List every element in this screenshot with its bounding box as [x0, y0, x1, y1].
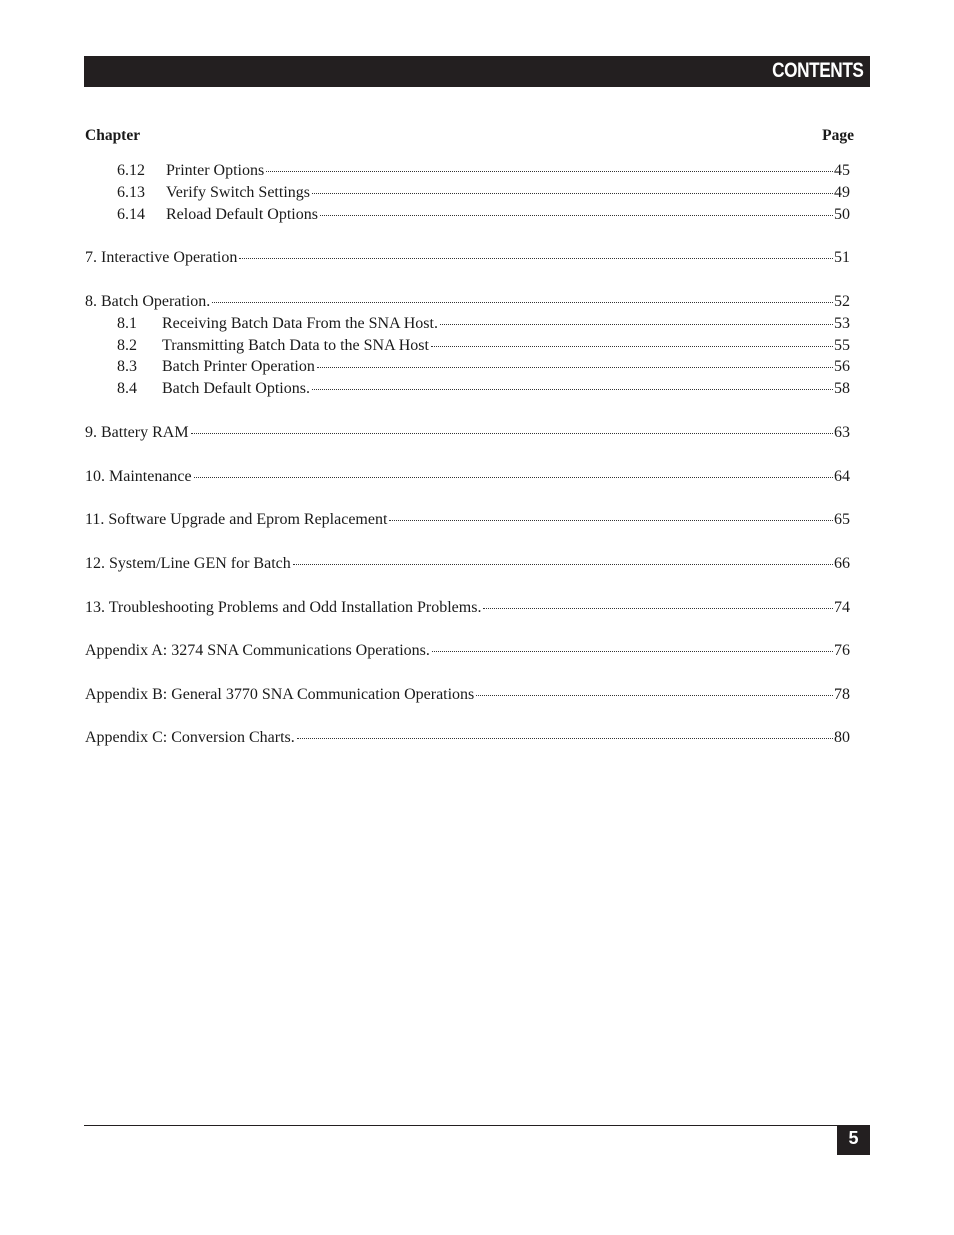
dot-leader	[212, 302, 833, 303]
toc-entry[interactable]	[85, 686, 850, 706]
dot-leader	[312, 193, 833, 194]
toc-entry-title: Batch Default Options.	[162, 380, 310, 397]
toc-entry-page: 65	[834, 511, 850, 528]
dot-leader	[431, 346, 833, 347]
toc-entry[interactable]	[85, 424, 850, 444]
dot-leader	[320, 215, 833, 216]
toc-entry-page: 51	[834, 249, 850, 266]
toc-entry-page: 50	[834, 206, 850, 223]
toc-entry[interactable]	[85, 184, 850, 204]
toc-entry-number: 8.3	[117, 358, 137, 375]
toc-entry[interactable]	[85, 511, 850, 531]
toc-entry-number: 8.4	[117, 380, 137, 397]
dot-leader	[312, 389, 833, 390]
dot-leader	[476, 695, 833, 696]
toc-entry[interactable]	[85, 293, 850, 313]
toc-entry-title: Appendix A: 3274 SNA Communications Operations.	[85, 642, 430, 659]
dot-leader	[317, 367, 833, 368]
toc-entry-title: 10. Maintenance	[85, 468, 192, 485]
chapter-column-heading: Chapter	[85, 127, 141, 144]
toc-entry-page: 56	[834, 358, 850, 375]
toc-entry-number: 6.14	[117, 206, 145, 223]
dot-leader	[440, 324, 833, 325]
header-bar	[84, 56, 870, 87]
toc-entry-page: 78	[834, 686, 850, 703]
toc-entry-page: 74	[834, 599, 850, 616]
toc-entry-title: 8. Batch Operation.	[85, 293, 211, 310]
dot-leader	[483, 608, 833, 609]
toc-entry[interactable]	[85, 555, 850, 575]
toc-entry-page: 80	[834, 729, 850, 746]
toc-entry-number: 6.12	[117, 162, 145, 179]
toc-entry[interactable]	[85, 337, 850, 357]
toc-entry[interactable]	[85, 358, 850, 378]
toc-entry[interactable]	[85, 642, 850, 662]
toc-entry[interactable]	[85, 468, 850, 488]
page-number: 5	[848, 1128, 859, 1148]
toc-entry-page: 45	[834, 162, 850, 179]
page-number-box	[837, 1125, 870, 1155]
toc-entry-title: 11. Software Upgrade and Eprom Replacement	[85, 511, 388, 528]
page-title: CONTENTS	[771, 59, 863, 82]
toc-entry-title: Receiving Batch Data From the SNA Host.	[162, 315, 438, 332]
toc-entry-title: Batch Printer Operation	[162, 358, 315, 375]
dot-leader	[239, 258, 833, 259]
toc-entry-title: Reload Default Options	[166, 206, 318, 223]
toc-entry[interactable]	[85, 162, 850, 182]
toc-entry-title: Appendix C: Conversion Charts.	[85, 729, 295, 746]
toc-entry[interactable]	[85, 599, 850, 619]
toc-entry-number: 8.2	[117, 337, 137, 354]
dot-leader	[297, 738, 833, 739]
footer-rule	[84, 1125, 870, 1126]
toc-entry[interactable]	[85, 249, 850, 269]
toc-entry-title: Verify Switch Settings	[166, 184, 310, 201]
toc-entry[interactable]	[85, 729, 850, 749]
page-column-heading: Page	[822, 127, 854, 144]
toc-entry-page: 58	[834, 380, 850, 397]
dot-leader	[266, 171, 833, 172]
dot-leader	[293, 564, 833, 565]
toc-entry-title: 13. Troubleshooting Problems and Odd Installation Problems.	[85, 599, 482, 616]
toc-entry-number: 6.13	[117, 184, 145, 201]
dot-leader	[194, 477, 833, 478]
toc-entry-page: 64	[834, 468, 850, 485]
toc-entry-title: Appendix B: General 3770 SNA Communication Operations	[85, 686, 475, 703]
toc-entry-page: 55	[834, 337, 850, 354]
toc-entry-page: 63	[834, 424, 850, 441]
toc-entry-title: 12. System/Line GEN for Batch	[85, 555, 291, 572]
toc-entry-page: 76	[834, 642, 850, 659]
toc-entry-title: 7. Interactive Operation	[85, 249, 238, 266]
toc-entry[interactable]	[85, 315, 850, 335]
dot-leader	[389, 520, 833, 521]
toc-entry-page: 49	[834, 184, 850, 201]
dot-leader	[432, 651, 833, 652]
toc-entry-title: Transmitting Batch Data to the SNA Host	[162, 337, 429, 354]
toc-entry-title: Printer Options	[166, 162, 265, 179]
toc-entry-number: 8.1	[117, 315, 137, 332]
toc-entry-page: 53	[834, 315, 850, 332]
toc-entry-title: 9. Battery RAM	[85, 424, 189, 441]
toc-entry-page: 66	[834, 555, 850, 572]
toc-entry[interactable]	[85, 380, 850, 400]
dot-leader	[191, 433, 833, 434]
toc-entry[interactable]	[85, 206, 850, 226]
toc-entry-page: 52	[834, 293, 850, 310]
